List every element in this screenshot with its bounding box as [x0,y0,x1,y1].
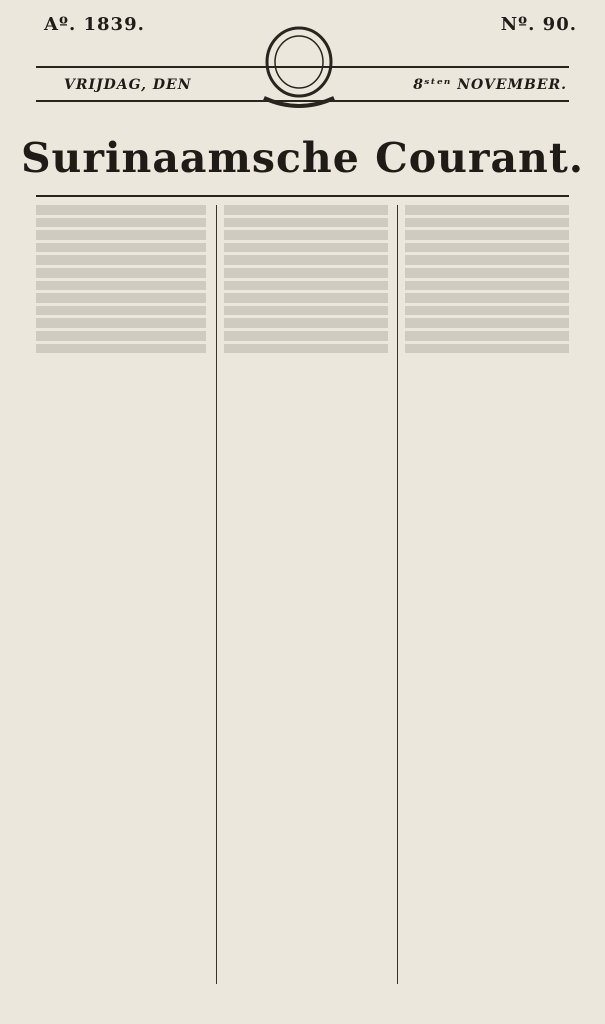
year: Aº. 1839. [44,13,145,35]
masthead-title: Surinaamsche Courant. [20,134,585,182]
date-label: 8ˢᵗᵉⁿ NOVEMBER. [413,77,567,93]
issue-number: Nº. 90. [500,13,577,35]
masthead-rule [36,195,569,197]
day-label: VRIJDAG, DEN [64,77,192,93]
article-body [36,205,569,984]
coat-of-arms-icon [244,10,354,112]
column-divider-1 [216,205,217,984]
column-3 [405,205,569,984]
column-1 [36,205,206,984]
column-2 [224,205,388,984]
column-divider-2 [397,205,398,984]
